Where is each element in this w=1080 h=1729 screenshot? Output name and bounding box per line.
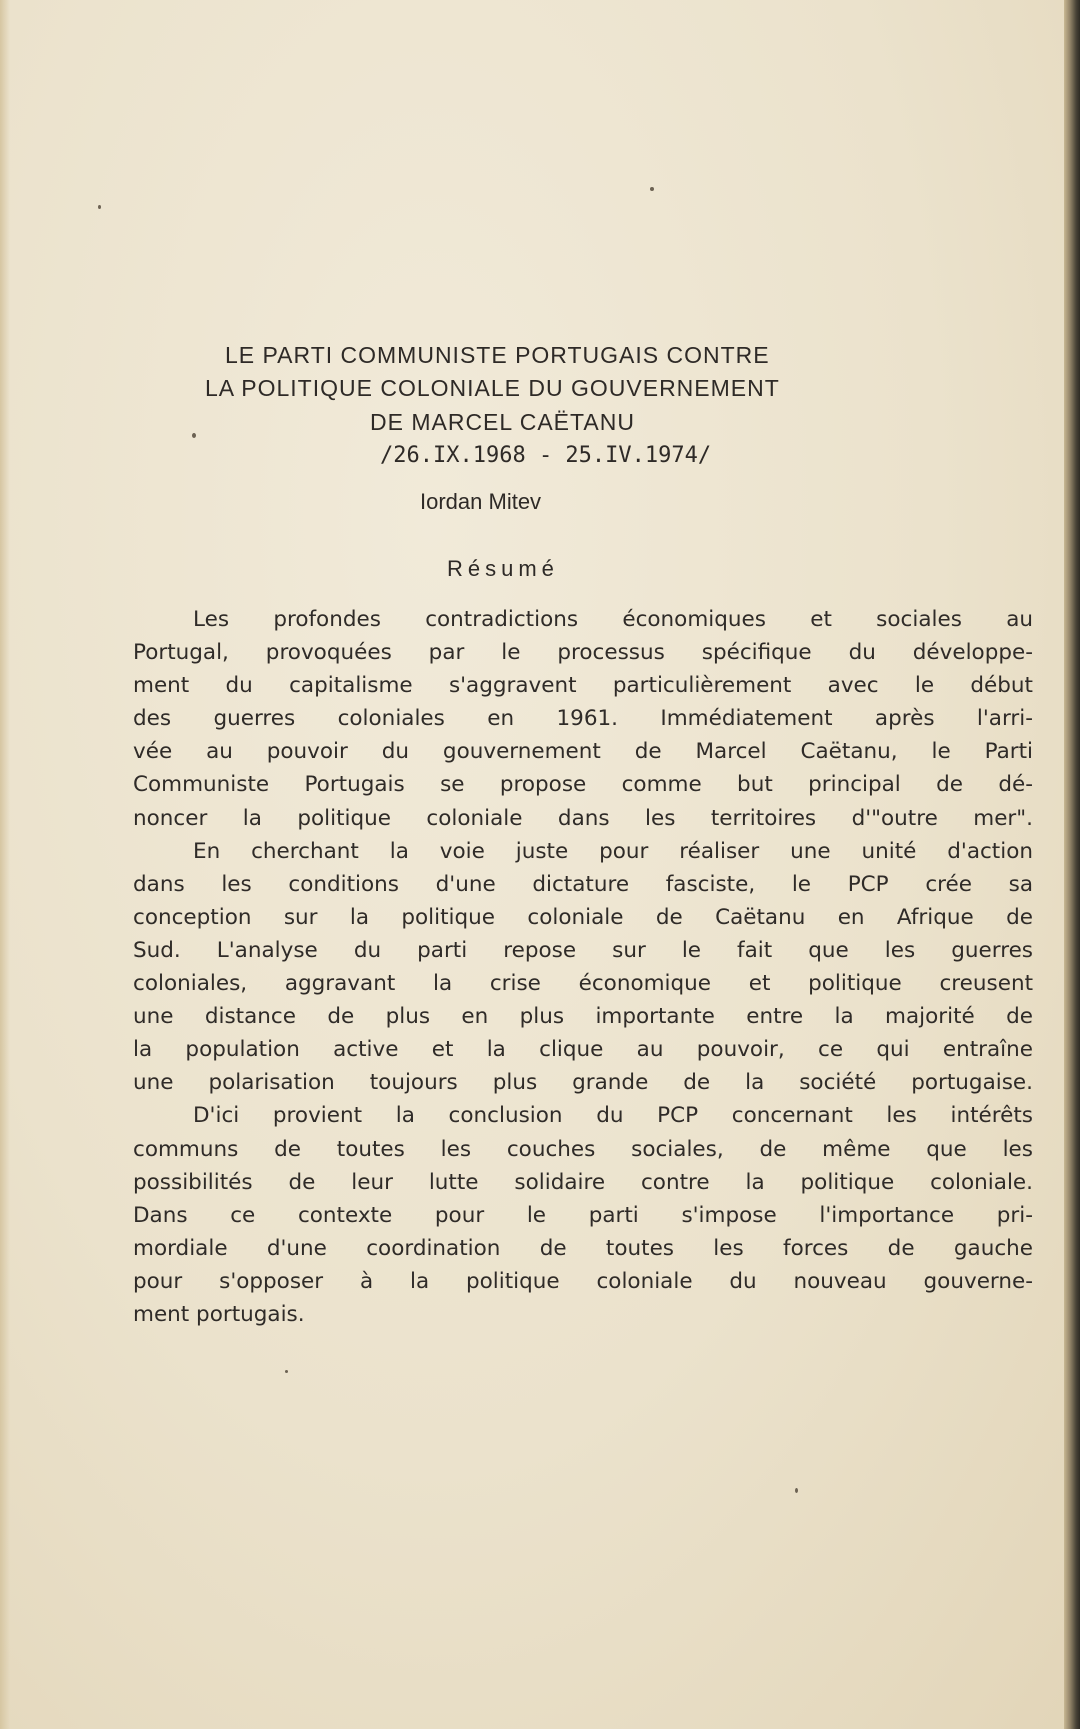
text-line: la population active et la clique au pouvoir, ce qui entraîne <box>133 1037 1033 1063</box>
text-line: En cherchant la voie juste pour réaliser une unité d'action <box>193 838 1033 864</box>
text-line: pour s'opposer à la politique coloniale du nouveau gouverne- <box>133 1268 1033 1294</box>
text-line: Les profondes contradictions économiques et sociales au <box>193 607 1033 632</box>
resume-body <box>133 603 1033 1331</box>
text-line: une polarisation toujours plus grande de la société portugaise. <box>133 1070 1033 1096</box>
text-line: possibilités de leur lutte solidaire contre la politique coloniale. <box>133 1169 1033 1195</box>
text-line: Sud. L'analyse du parti repose sur le fait que les guerres <box>133 937 1033 963</box>
text-line: noncer la politique coloniale dans les territoires d'"outre mer". <box>133 805 1033 831</box>
text-line: Dans ce contexte pour le parti s'impose l'importance pri- <box>133 1202 1033 1228</box>
author-name: Iordan Mitev <box>420 489 542 514</box>
text-line: ment portugais. <box>133 1301 305 1327</box>
text-line: communs de toutes les couches sociales, de même que les <box>133 1136 1033 1162</box>
resume-heading: Résumé <box>447 556 559 581</box>
text-line: coloniales, aggravant la crise économique et politique creusent <box>133 971 1033 997</box>
text-line: ment du capitalisme s'aggravent particulièrement avec le début <box>133 673 1033 699</box>
title-line-1: LE PARTI COMMUNISTE PORTUGAIS CONTRE <box>225 342 770 368</box>
text-line: conception sur la politique coloniale de Caëtanu en Afrique de <box>133 904 1033 930</box>
title-line-2: LA POLITIQUE COLONIALE DU GOUVERNEMENT <box>205 375 780 401</box>
text-line: Communiste Portugais se propose comme but principal de dé- <box>133 772 1033 798</box>
text-line: D'ici provient la conclusion du PCP concernant les intérêts <box>193 1103 1033 1129</box>
ink-speck <box>192 433 196 438</box>
page-right-edge-shadow <box>1064 0 1080 1729</box>
text-line: des guerres coloniales en 1961. Immédiatement après l'arri- <box>133 706 1033 732</box>
paragraph-1 <box>133 603 1033 835</box>
ink-speck <box>650 187 654 191</box>
title-dates: /26.IX.1968 - 25.IV.1974/ <box>380 443 712 468</box>
ink-speck <box>285 1370 288 1373</box>
title-line-3: DE MARCEL CAËTANU <box>370 409 635 435</box>
ink-speck <box>795 1488 798 1493</box>
text-line: Portugal, provoquées par le processus spécifique du développe- <box>133 640 1033 666</box>
text-line: une distance de plus en plus importante entre la majorité de <box>133 1004 1033 1030</box>
text-line: dans les conditions d'une dictature fasciste, le PCP crée sa <box>133 871 1033 897</box>
paragraph-3 <box>133 1099 1033 1331</box>
text-line: vée au pouvoir du gouvernement de Marcel Caëtanu, le Parti <box>133 739 1033 765</box>
page-left-edge <box>0 0 10 1729</box>
ink-speck <box>98 205 101 209</box>
text-line: mordiale d'une coordination de toutes les forces de gauche <box>133 1235 1033 1261</box>
paragraph-2 <box>133 835 1033 1100</box>
